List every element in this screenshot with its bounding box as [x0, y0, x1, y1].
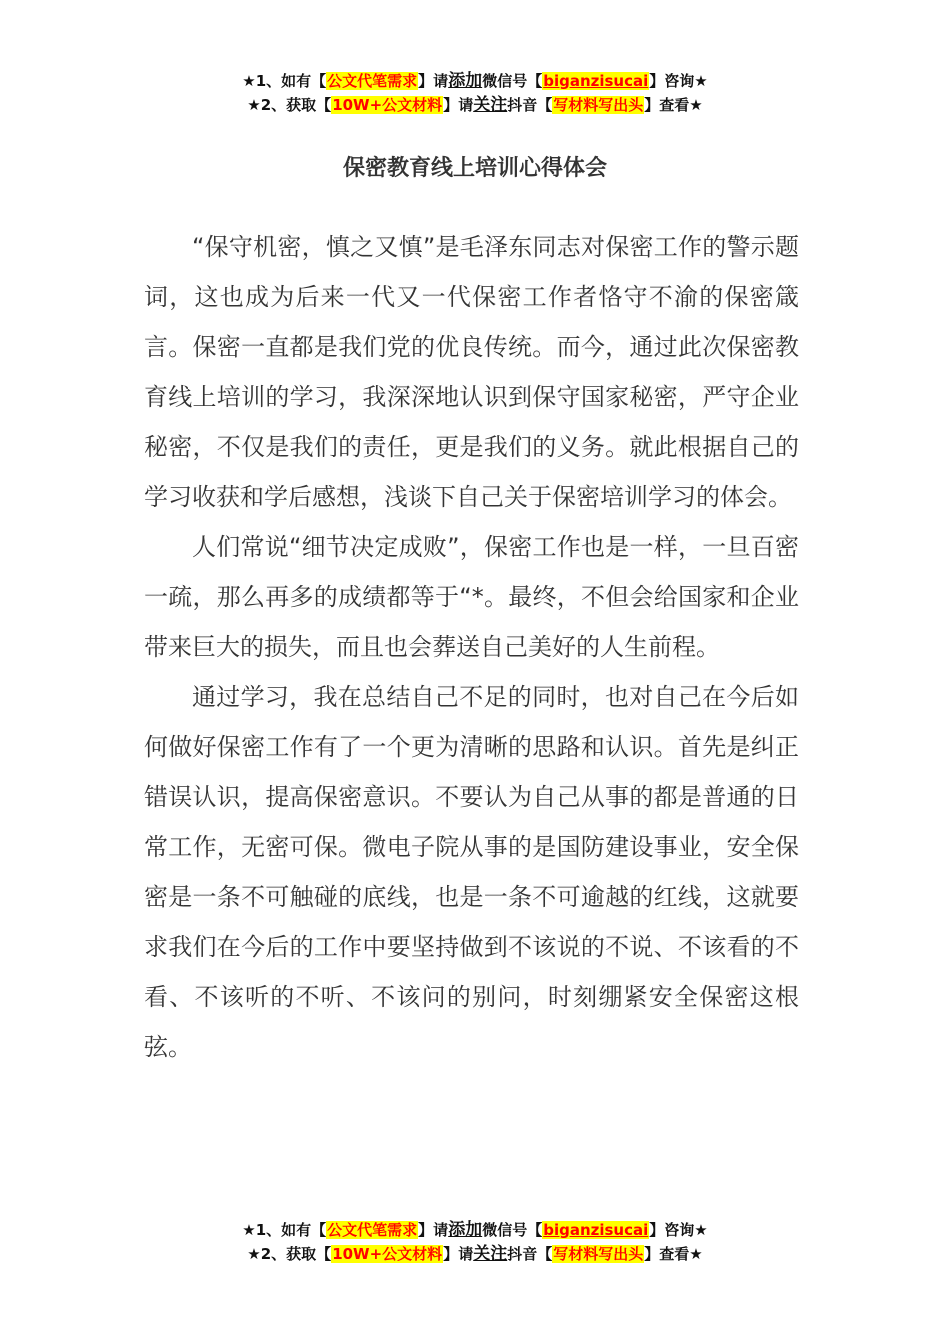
footer-banner [0, 1218, 950, 1266]
douyin-account-highlight[interactable]: 写材料写出头 [553, 1245, 644, 1263]
document-title: 保密教育线上培训心得体会 [342, 156, 607, 181]
wechat-id-link[interactable]: biganzisucai [543, 1221, 649, 1239]
header-banner-line-1 [0, 69, 950, 93]
banner-text: 抖音【 [507, 96, 553, 114]
materials-highlight: 10W+公文材料 [332, 1245, 443, 1263]
banner-text: 】咨询★ [649, 1221, 708, 1239]
materials-highlight: 10W+公文材料 [332, 96, 443, 114]
banner-text: 微信号【 [482, 72, 543, 90]
ghostwriting-service-highlight: 公文代笔需求 [327, 1221, 418, 1239]
add-emphasis: 添加 [448, 71, 483, 91]
header-banner-line-2 [0, 93, 950, 117]
banner-text: ★1、如有【 [242, 72, 327, 90]
footer-banner-line-2 [0, 1242, 950, 1266]
banner-text: 】查看★ [644, 96, 703, 114]
banner-text: 】请 [443, 1245, 474, 1263]
banner-text: 】请 [418, 1221, 449, 1239]
banner-text: 】请 [443, 96, 474, 114]
banner-text: ★2、获取【 [247, 1245, 332, 1263]
follow-emphasis: 关注 [473, 1244, 508, 1264]
add-emphasis: 添加 [448, 1220, 483, 1240]
banner-text: ★2、获取【 [247, 96, 332, 114]
paragraph-2: 人们常说“细节决定成败”，保密工作也是一样，一旦百密一疏，那么再多的成绩都等于“*。最终，不但会给国家和企业带来巨大的损失，而且也会葬送自己美好的人生前程。 [144, 533, 799, 661]
paragraph-1: “保守机密，慎之又慎”是毛泽东同志对保密工作的警示题词，这也成为后来一代又一代保密工作者恪守不渝的保密箴言。保密一直都是我们党的优良传统。而今，通过此次保密教育线上培训的学习，我深深地认识到保守国家秘密，严守企业秘密，不仅是我们的责任，更是我们的义务。就此根据自己的学习收获和学后感想，浅谈下自己关于保密培训学习的体会。 [144, 233, 799, 511]
banner-text: 】咨询★ [649, 72, 708, 90]
douyin-account-highlight[interactable]: 写材料写出头 [553, 96, 644, 114]
banner-text: 微信号【 [482, 1221, 543, 1239]
paragraph-3: 通过学习，我在总结自己不足的同时，也对自己在今后如何做好保密工作有了一个更为清晰的思路和认识。首先是纠正错误认识，提高保密意识。不要认为自己从事的都是普通的日常工作，无密可保。微电子院从事的是国防建设事业，安全保密是一条不可触碰的底线，也是一条不可逾越的红线，这就要求我们在今后的工作中要坚持做到不该说的不说、不该看的不看、不该听的不听、不该问的别问，时刻绷紧安全保密这根弦。 [144, 683, 799, 1061]
banner-text: 】请 [418, 72, 449, 90]
follow-emphasis: 关注 [473, 95, 508, 115]
document-body [144, 222, 799, 1072]
wechat-id-link[interactable]: biganzisucai [543, 72, 649, 90]
banner-text: ★1、如有【 [242, 1221, 327, 1239]
ghostwriting-service-highlight: 公文代笔需求 [327, 72, 418, 90]
banner-text: 抖音【 [507, 1245, 553, 1263]
header-banner [0, 69, 950, 117]
footer-banner-line-1 [0, 1218, 950, 1242]
banner-text: 】查看★ [644, 1245, 703, 1263]
